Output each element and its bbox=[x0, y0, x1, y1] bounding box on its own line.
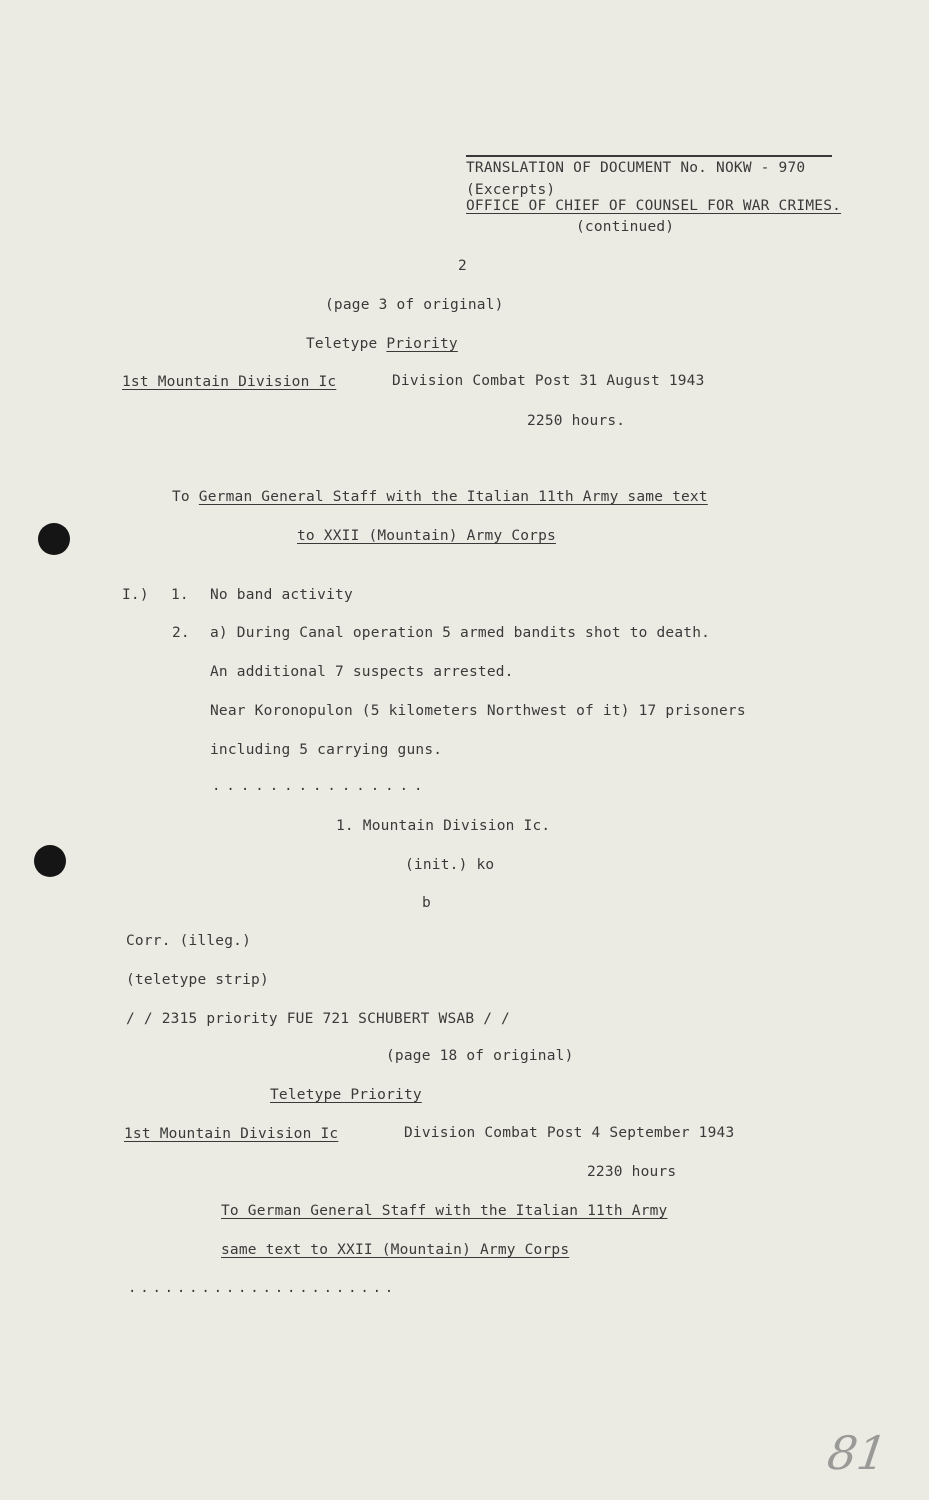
item-2-line-3: Near Koronopulon (5 kilometers Northwest of it) 17 prisoners bbox=[210, 703, 746, 719]
omission-dots-1: ............... bbox=[212, 778, 429, 794]
message-time: 2250 hours. bbox=[527, 413, 626, 429]
item-2-line-4: including 5 carrying guns. bbox=[210, 742, 443, 758]
combat-post-date-2: Division Combat Post 4 September 1943 bbox=[404, 1125, 735, 1141]
teletype-strip-code: / / 2315 priority FUE 721 SCHUBERT WSAB / / bbox=[126, 1011, 510, 1027]
sender-unit-2: 1st Mountain Division Ic bbox=[124, 1126, 339, 1142]
punch-hole-bottom bbox=[34, 845, 66, 877]
original-page-ref-2: (page 18 of original) bbox=[386, 1048, 574, 1064]
signature-unit: 1. Mountain Division Ic. bbox=[336, 818, 551, 834]
header-translation: TRANSLATION OF DOCUMENT No. NOKW - 970 bbox=[466, 160, 806, 176]
addressee-line-2: to XXII (Mountain) Army Corps bbox=[297, 528, 556, 544]
original-page-ref: (page 3 of original) bbox=[325, 297, 504, 313]
teletype-label: Teletype bbox=[306, 336, 387, 352]
sender-unit: 1st Mountain Division Ic bbox=[122, 374, 337, 390]
addressee-line-2-2: same text to XXII (Mountain) Army Corps bbox=[221, 1242, 570, 1258]
item-2-number: 2. bbox=[172, 625, 190, 641]
omission-dots-2: ...................... bbox=[128, 1280, 398, 1296]
addressee-line-2-1: To German General Staff with the Italian 11th Army bbox=[221, 1203, 668, 1219]
addressee-text-1: German General Staff with the Italian 11th Army same text bbox=[198, 489, 708, 505]
teletype-strip-note: (teletype strip) bbox=[126, 972, 269, 988]
addressee-line-1 bbox=[172, 489, 708, 505]
punch-hole-top bbox=[38, 523, 70, 555]
teletype-priority-2: Teletype Priority bbox=[270, 1087, 422, 1103]
item-roman-one: I.) bbox=[122, 587, 149, 603]
item-2-line-1: a) During Canal operation 5 armed bandits shot to death. bbox=[210, 625, 711, 641]
addressee-prefix: To bbox=[172, 489, 199, 505]
handwritten-page-number: 81 bbox=[824, 1426, 891, 1480]
item-2-line-2: An additional 7 suspects arrested. bbox=[210, 664, 514, 680]
page-number: 2 bbox=[458, 258, 467, 274]
signature-mark: b bbox=[422, 895, 431, 911]
teletype-priority-line bbox=[306, 336, 458, 352]
signature-initials: (init.) ko bbox=[405, 857, 495, 873]
correction-note: Corr. (illeg.) bbox=[126, 933, 252, 949]
header-excerpts: (Excerpts) bbox=[466, 182, 556, 198]
header-continued: (continued) bbox=[576, 219, 675, 235]
header-top-rule bbox=[466, 155, 832, 157]
header-office: OFFICE OF CHIEF OF COUNSEL FOR WAR CRIMES. bbox=[466, 198, 842, 214]
combat-post-date: Division Combat Post 31 August 1943 bbox=[392, 373, 705, 389]
item-1-text: No band activity bbox=[210, 587, 353, 603]
item-1-number: 1. bbox=[171, 587, 189, 603]
message-time-2: 2230 hours bbox=[587, 1164, 677, 1180]
priority-label: Priority bbox=[386, 336, 458, 352]
